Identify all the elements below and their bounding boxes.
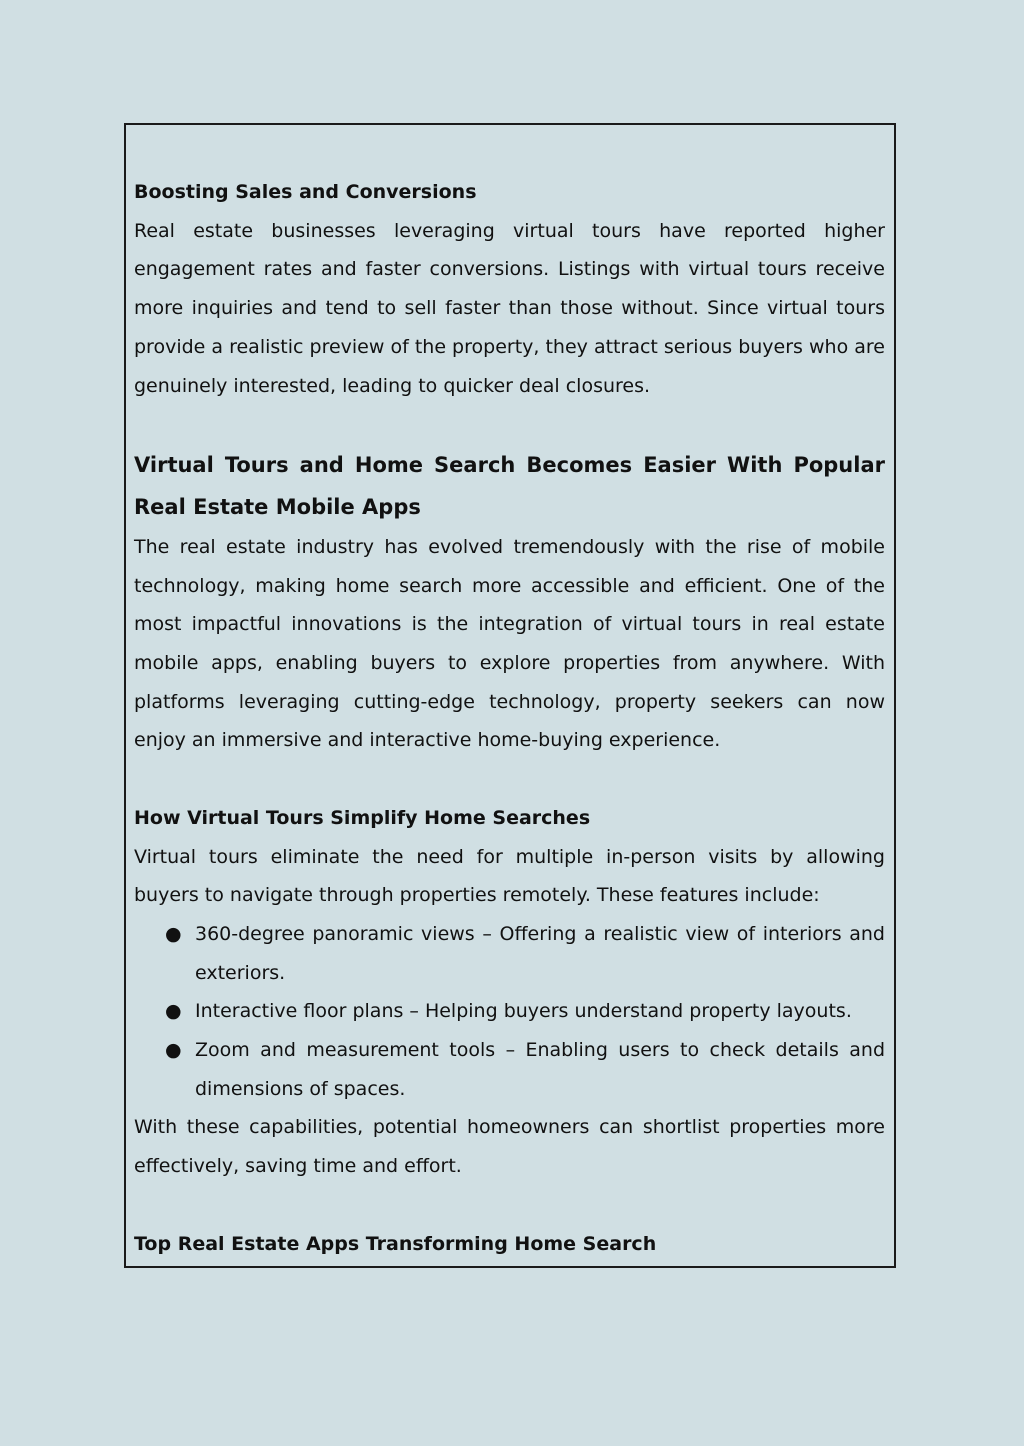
list-item: [165, 1031, 885, 1108]
section-heading-virtual-tours-apps: Virtual Tours and Home Search Becomes Easier With Popular Real Estate Mobile Apps: [134, 452, 885, 519]
list-item: [165, 992, 885, 1031]
section-paragraph-simplify-home-searches: Virtual tours eliminate the need for multiple in-person visits by allowing buyers to navigate through properties remotely. These features include:: [134, 845, 885, 907]
section-closing-simplify-home-searches: With these capabilities, potential homeowners can shortlist properties more effectively, saving time and effort.: [134, 1116, 885, 1178]
section-paragraph-boosting-sales: Real estate businesses leveraging virtual tours have reported higher engagement rates and faster conversions. Listings with virtual tours receive more inquiries and tend to sell faster than those without. Since virtual tours provide a realistic preview of the property, they attract serious buyers who are genuinely interested, leading to quicker deal closures.: [134, 219, 885, 397]
feature-list: [134, 915, 885, 1109]
section-heading-simplify-home-searches: How Virtual Tours Simplify Home Searches: [134, 806, 591, 829]
spacer: [134, 1186, 885, 1225]
spacer: [134, 405, 885, 444]
bullet-icon: ●: [165, 1039, 182, 1062]
section-paragraph-virtual-tours-apps: The real estate industry has evolved tremendously with the rise of mobile technology, making home search more accessible and efficient. One of the most impactful innovations is the integration of virtual tours in real estate mobile apps, enabling buyers to explore properties from anywhere. With platforms leveraging cutting-edge technology, property seekers can now enjoy an immersive and interactive home-buying experience.: [134, 535, 885, 752]
section-heading-top-apps: Top Real Estate Apps Transforming Home Search: [134, 1232, 657, 1255]
section-heading-boosting-sales: Boosting Sales and Conversions: [134, 181, 477, 203]
bullet-icon: ●: [165, 1000, 182, 1023]
list-item-text: 360-degree panoramic views – Offering a realistic view of interiors and exteriors.: [195, 922, 885, 984]
bullet-icon: ●: [165, 922, 182, 945]
list-item-text: Interactive floor plans – Helping buyers understand property layouts.: [195, 1000, 852, 1023]
list-item: [165, 915, 885, 992]
spacer: [134, 760, 885, 799]
document-frame: [124, 123, 896, 1268]
list-item-text: Zoom and measurement tools – Enabling users to check details and dimensions of spaces.: [195, 1039, 885, 1100]
